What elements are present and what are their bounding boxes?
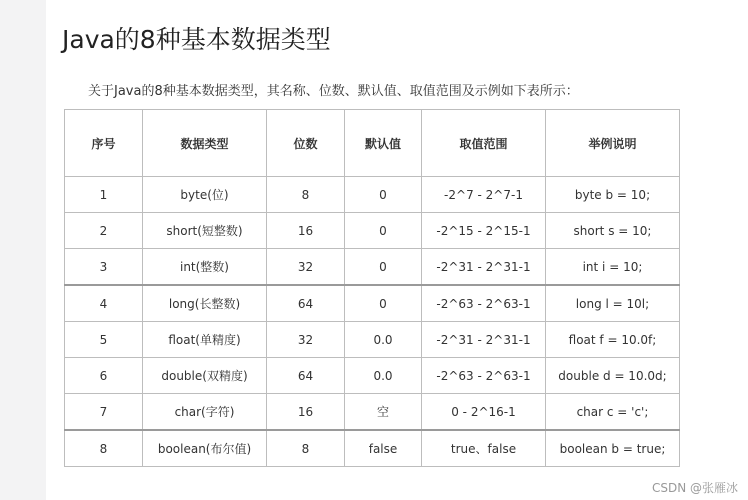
table-cell: 64 — [267, 358, 345, 394]
table-cell: 空 — [345, 394, 422, 431]
page-title: Java的8种基本数据类型 — [62, 25, 331, 54]
table-row — [65, 322, 680, 358]
header-cell-index: 序号 — [65, 110, 143, 177]
table-cell: long(长整数) — [143, 285, 267, 322]
header-cell-bits: 位数 — [267, 110, 345, 177]
table-cell: -2^63 - 2^63-1 — [422, 358, 546, 394]
table-row — [65, 213, 680, 249]
table-cell: float(单精度) — [143, 322, 267, 358]
table-cell: int i = 10; — [546, 249, 680, 286]
table-cell: 4 — [65, 285, 143, 322]
table-cell: 8 — [65, 430, 143, 467]
table-row — [65, 358, 680, 394]
table-cell: 0.0 — [345, 358, 422, 394]
table-cell: float f = 10.0f; — [546, 322, 680, 358]
table-cell: 16 — [267, 213, 345, 249]
table-cell: boolean(布尔值) — [143, 430, 267, 467]
table-cell: byte b = 10; — [546, 177, 680, 213]
table-header-row — [65, 110, 680, 177]
data-types-table — [64, 109, 680, 467]
table-cell: 5 — [65, 322, 143, 358]
table-cell: short s = 10; — [546, 213, 680, 249]
table-cell: 2 — [65, 213, 143, 249]
table-cell: false — [345, 430, 422, 467]
table-cell: 0 — [345, 213, 422, 249]
table-cell: 32 — [267, 249, 345, 286]
table-cell: -2^7 - 2^7-1 — [422, 177, 546, 213]
table-cell: 1 — [65, 177, 143, 213]
table-cell: short(短整数) — [143, 213, 267, 249]
table-row — [65, 394, 680, 431]
table-row — [65, 430, 680, 467]
table-cell: 16 — [267, 394, 345, 431]
table-cell: 0 — [345, 249, 422, 286]
header-cell-example: 举例说明 — [546, 110, 680, 177]
table-cell: boolean b = true; — [546, 430, 680, 467]
table-cell: double d = 10.0d; — [546, 358, 680, 394]
table-cell: 0 — [345, 177, 422, 213]
table-cell: double(双精度) — [143, 358, 267, 394]
table-cell: byte(位) — [143, 177, 267, 213]
table-cell: 0 - 2^16-1 — [422, 394, 546, 431]
table-cell: long l = 10l; — [546, 285, 680, 322]
table-cell: 8 — [267, 430, 345, 467]
table-cell: -2^15 - 2^15-1 — [422, 213, 546, 249]
header-cell-range: 取值范围 — [422, 110, 546, 177]
table-cell: int(整数) — [143, 249, 267, 286]
table-cell: 6 — [65, 358, 143, 394]
header-cell-type: 数据类型 — [143, 110, 267, 177]
table-cell: char(字符) — [143, 394, 267, 431]
table-cell: true、false — [422, 430, 546, 467]
table-cell: -2^31 - 2^31-1 — [422, 249, 546, 286]
article-content — [46, 0, 748, 500]
table-cell: -2^63 - 2^63-1 — [422, 285, 546, 322]
table-row — [65, 285, 680, 322]
table-cell: 7 — [65, 394, 143, 431]
table-cell: char c = 'c'; — [546, 394, 680, 431]
intro-paragraph: 关于Java的8种基本数据类型，其名称、位数、默认值、取值范围及示例如下表所示： — [88, 84, 579, 99]
header-cell-default: 默认值 — [345, 110, 422, 177]
left-margin-strip — [0, 0, 46, 500]
table-row — [65, 177, 680, 213]
table-cell: 32 — [267, 322, 345, 358]
table-cell: 3 — [65, 249, 143, 286]
table-row — [65, 249, 680, 286]
watermark: CSDN @张雁冰 — [651, 481, 738, 495]
table-cell: 8 — [267, 177, 345, 213]
table-cell: 64 — [267, 285, 345, 322]
table-cell: -2^31 - 2^31-1 — [422, 322, 546, 358]
table-cell: 0 — [345, 285, 422, 322]
table-cell: 0.0 — [345, 322, 422, 358]
